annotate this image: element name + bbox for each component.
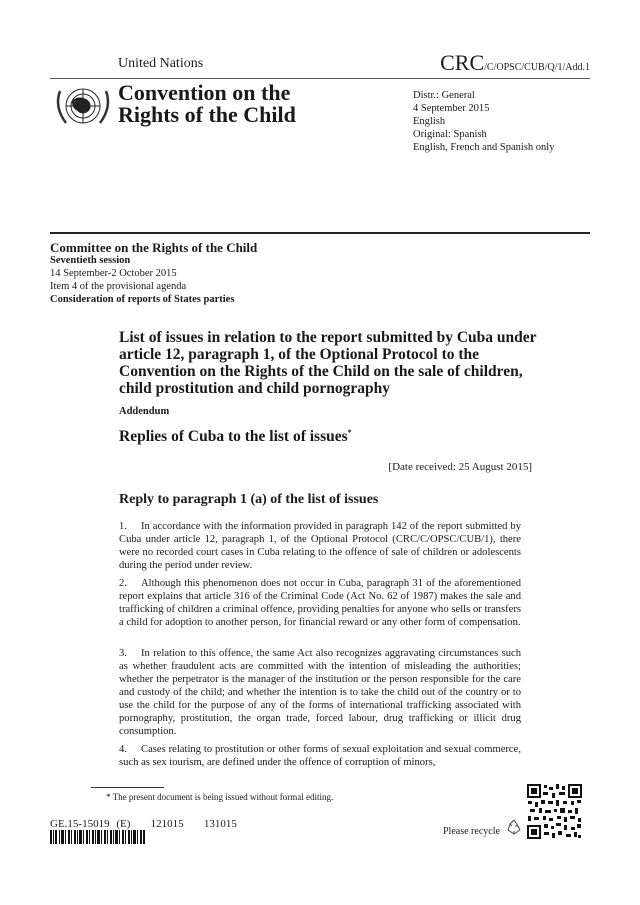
section-rule — [50, 232, 590, 234]
committee-block — [50, 241, 257, 306]
symbol-main: CRC — [440, 50, 485, 75]
paragraph-text: In accordance with the information provided in paragraph 142 of the report submitted by Cuba under article 12, paragraph 1, of the Optional Protocol (CRC/C/OPSC/CUB/1), there were no recorded court cases in Cuba relating to the offence of sale of children or adolescents during the period under review. — [119, 521, 521, 571]
distribution-block — [413, 89, 554, 154]
paragraph-number: 2. — [119, 578, 127, 589]
subtitle-text: Replies of Cuba to the list of issues — [119, 428, 348, 446]
paragraph-3 — [119, 647, 521, 738]
paragraph-1 — [119, 520, 521, 572]
session-name: Seventieth session — [50, 255, 131, 266]
barcode-icon — [50, 830, 146, 844]
consideration-heading: Consideration of reports of States parties — [50, 294, 235, 305]
distribution-line: Distr.: General — [413, 90, 475, 101]
un-emblem-icon — [50, 81, 116, 131]
recycle-icon — [505, 818, 523, 836]
header-rule — [50, 78, 590, 79]
distribution-date: 4 September 2015 — [413, 103, 490, 114]
section-heading: Reply to paragraph 1 (a) of the list of issues — [119, 492, 379, 507]
convention-title — [118, 82, 296, 126]
paragraph-text: Cases relating to prostitution or other forms of sexual exploitation and sexual commerce, such as sex tourism, are defined under the offence of corruption of minors, — [119, 744, 521, 768]
paragraph-text: Although this phenomenon does not occur in Cuba, paragraph 31 of the aforementioned report explains that article 316 of the Criminal Code (Act No. 62 of 1987) makes the sale and trafficking of children a criminal offence, providing penalties for anyone who sells or transfers a child for adoption to another person, for financial reward or any other form of compensation. — [119, 578, 521, 628]
convention-title-line-2: Rights of the Child — [118, 102, 296, 127]
agenda-item: Item 4 of the provisional agenda — [50, 281, 187, 292]
paragraph-number: 3. — [119, 648, 127, 659]
recycle-label: Please recycle — [443, 826, 500, 837]
paragraph-number: 4. — [119, 744, 127, 755]
qr-code-icon — [527, 784, 582, 839]
document-subtitle — [119, 428, 352, 446]
paragraph-number: 1. — [119, 521, 127, 532]
date-received: [Date received: 25 August 2015] — [388, 461, 532, 473]
original-language: Original: Spanish — [413, 129, 487, 140]
paragraph-2 — [119, 577, 521, 629]
document-title: List of issues in relation to the report submitted by Cuba under article 12, paragraph 1, of the Optional Protocol to the Convention on the Rights of the Child on the sale of children, child prostitution and child pornography — [119, 329, 537, 397]
footnote-mark: * — [347, 428, 352, 437]
convention-title-line-1: Convention on the — [118, 80, 291, 105]
addendum-label: Addendum — [119, 406, 170, 417]
footnote-rule — [91, 787, 164, 788]
distribution-language: English — [413, 116, 446, 127]
organization-name: United Nations — [118, 56, 204, 71]
symbol-suffix: /C/OPSC/CUB/Q/1/Add.1 — [484, 62, 590, 73]
document-symbol — [440, 50, 590, 76]
job-number: GE.15-15019 (E) 121015 131015 — [50, 818, 237, 830]
paragraph-text: In relation to this offence, the same Act also recognizes aggravating circumstances such as whether fraudulent acts are committed with the intention of misleading the authorities; whether the perpetrator is the manager of the institution or the person responsible for the care and custody of the child; and whether the intention is to take the child out of the country or to use the child for the purpose of any of the forms of international trafficking associated with pornography, prostitution, the organ trade, forced labour, drug trafficking or illicit drug consumption. — [119, 648, 521, 737]
session-dates: 14 September-2 October 2015 — [50, 268, 177, 279]
paragraph-4 — [119, 743, 521, 769]
available-languages: English, French and Spanish only — [413, 142, 555, 153]
committee-name: Committee on the Rights of the Child — [50, 240, 258, 255]
footnote: * The present document is being issued without formal editing. — [106, 792, 334, 802]
